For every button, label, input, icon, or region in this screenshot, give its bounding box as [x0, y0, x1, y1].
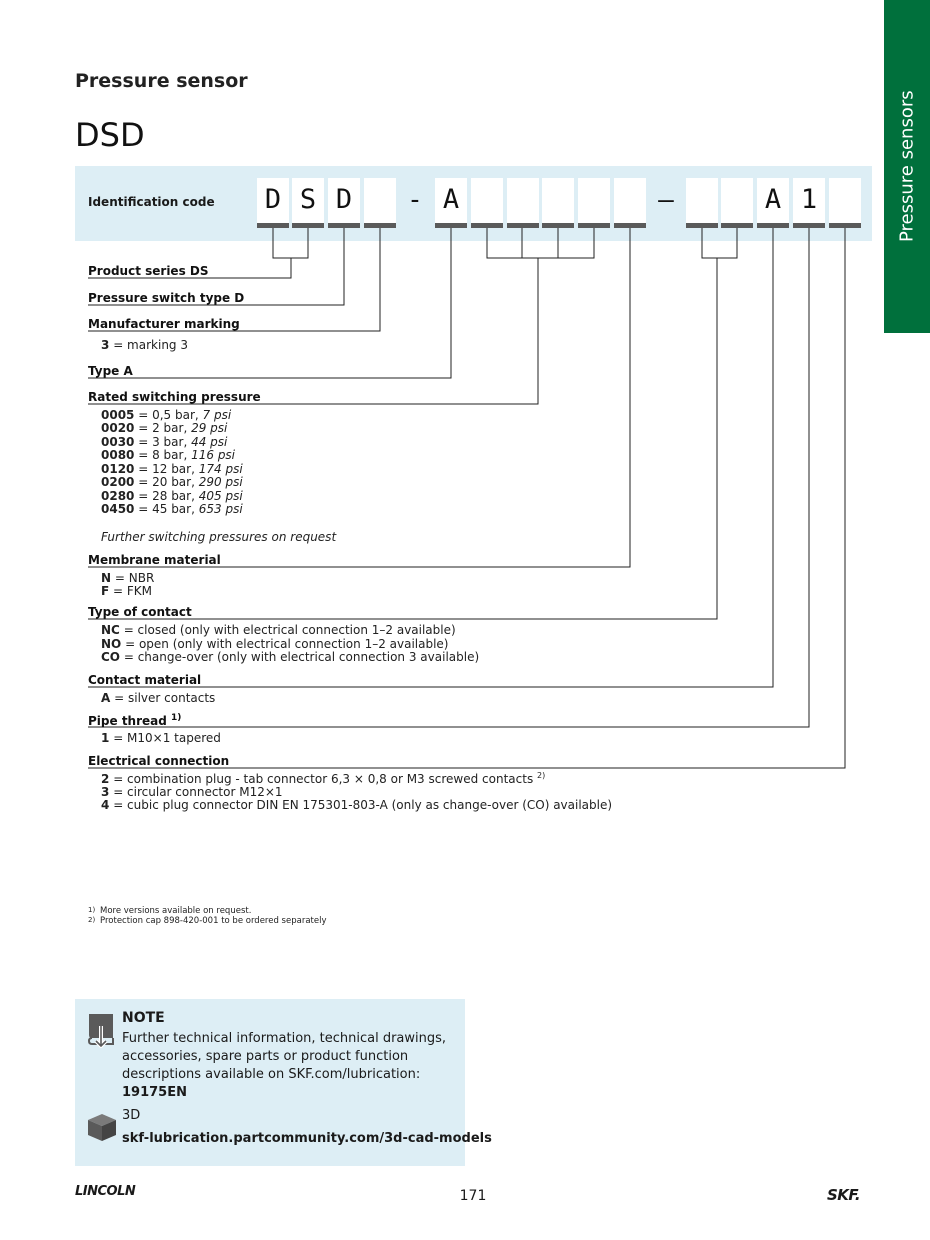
option-pressure-0030: 0030 = 3 bar, 44 psi — [101, 435, 228, 449]
note-document-code: 19175EN — [122, 1085, 187, 1100]
code-box-2: S — [292, 178, 324, 228]
page-number: 171 — [459, 1188, 487, 1204]
option-pressure-0080: 0080 = 8 bar, 116 psi — [101, 448, 236, 462]
pressure-note: Further switching pressures on request — [101, 530, 337, 544]
code-box-3: D — [328, 178, 360, 228]
section-pipe-thread: Pipe thread $^{1)}$ — [88, 713, 182, 728]
cad-3d-link[interactable]: skf-lubrication.partcommunity.com/3d-cad-models — [122, 1131, 492, 1146]
option-contact-no: NO = open (only with electrical connection 1–2 available) — [101, 637, 449, 651]
page-subtitle: Pressure sensor — [75, 70, 248, 92]
option-membrane-f: F = FKM — [101, 584, 153, 598]
option-membrane-n: N = NBR — [101, 571, 155, 585]
option-pressure-0120: 0120 = 12 bar, 174 psi — [101, 462, 243, 476]
section-membrane: Membrane material — [88, 553, 221, 567]
cube-3d-icon — [86, 1112, 118, 1142]
option-pressure-0020: 0020 = 2 bar, 29 psi — [101, 421, 228, 435]
option-contact-co: CO = change-over (only with electrical connection 3 available) — [101, 650, 480, 664]
option-contact-material-a: A = silver contacts — [101, 691, 216, 705]
option-electrical-2: 2 = combination plug - tab connector 6,3 × 0,8 or M3 screwed contacts $^{2)}$ — [101, 771, 546, 786]
cad-3d-label: 3D — [122, 1108, 141, 1123]
section-contact-material: Contact material — [88, 673, 202, 687]
note-text: Further technical information, technical drawings, accessories, spare parts or product function descriptions available on SKF.com/lubrication: — [122, 1031, 447, 1082]
page-title: DSD — [75, 116, 145, 154]
section-electrical: Electrical connection — [88, 754, 230, 768]
code-box-14: 1 — [793, 178, 825, 228]
code-box-5: A — [435, 178, 467, 228]
identification-code-label: Identification code — [88, 195, 215, 209]
option-electrical-3: 3 = circular connector M12×1 — [101, 785, 283, 799]
code-separator-2: – — [658, 185, 674, 215]
option-manufacturer-3: 3 = marking 3 — [101, 338, 188, 352]
section-product-series: Product series DS — [88, 264, 209, 278]
footnote-2: 2) Protection cap 898-420-001 to be ordered separately — [88, 916, 327, 926]
option-pressure-0005: 0005 = 0,5 bar, 7 psi — [101, 408, 232, 422]
code-box-1: D — [257, 178, 289, 228]
section-rated-pressure: Rated switching pressure — [88, 390, 261, 404]
section-switch-type: Pressure switch type D — [88, 291, 245, 305]
note-title: NOTE — [122, 1010, 165, 1026]
section-contact-type: Type of contact — [88, 605, 192, 619]
book-download-icon — [86, 1012, 118, 1048]
connector-manufacturer — [88, 228, 380, 331]
skf-logo: SKF. — [827, 1186, 861, 1204]
footnote-1: 1) More versions available on request. — [88, 906, 252, 916]
option-pressure-0200: 0200 = 20 bar, 290 psi — [101, 475, 243, 489]
section-type: Type A — [88, 364, 133, 378]
option-contact-nc: NC = closed (only with electrical connection 1–2 available) — [101, 623, 456, 637]
code-box-13: A — [757, 178, 789, 228]
option-pressure-0280: 0280 = 28 bar, 405 psi — [101, 489, 243, 503]
lincoln-logo: LINCOLN — [75, 1184, 136, 1199]
section-manufacturer: Manufacturer marking — [88, 317, 240, 331]
code-separator-1: - — [407, 185, 423, 215]
option-electrical-4: 4 = cubic plug connector DIN EN 175301-803-A (only as change-over (CO) available) — [101, 798, 613, 812]
option-pressure-0450: 0450 = 45 bar, 653 psi — [101, 502, 243, 516]
side-tab-label: Pressure sensors — [896, 90, 918, 243]
option-pipe-thread-1: 1 = M10×1 tapered — [101, 731, 221, 745]
